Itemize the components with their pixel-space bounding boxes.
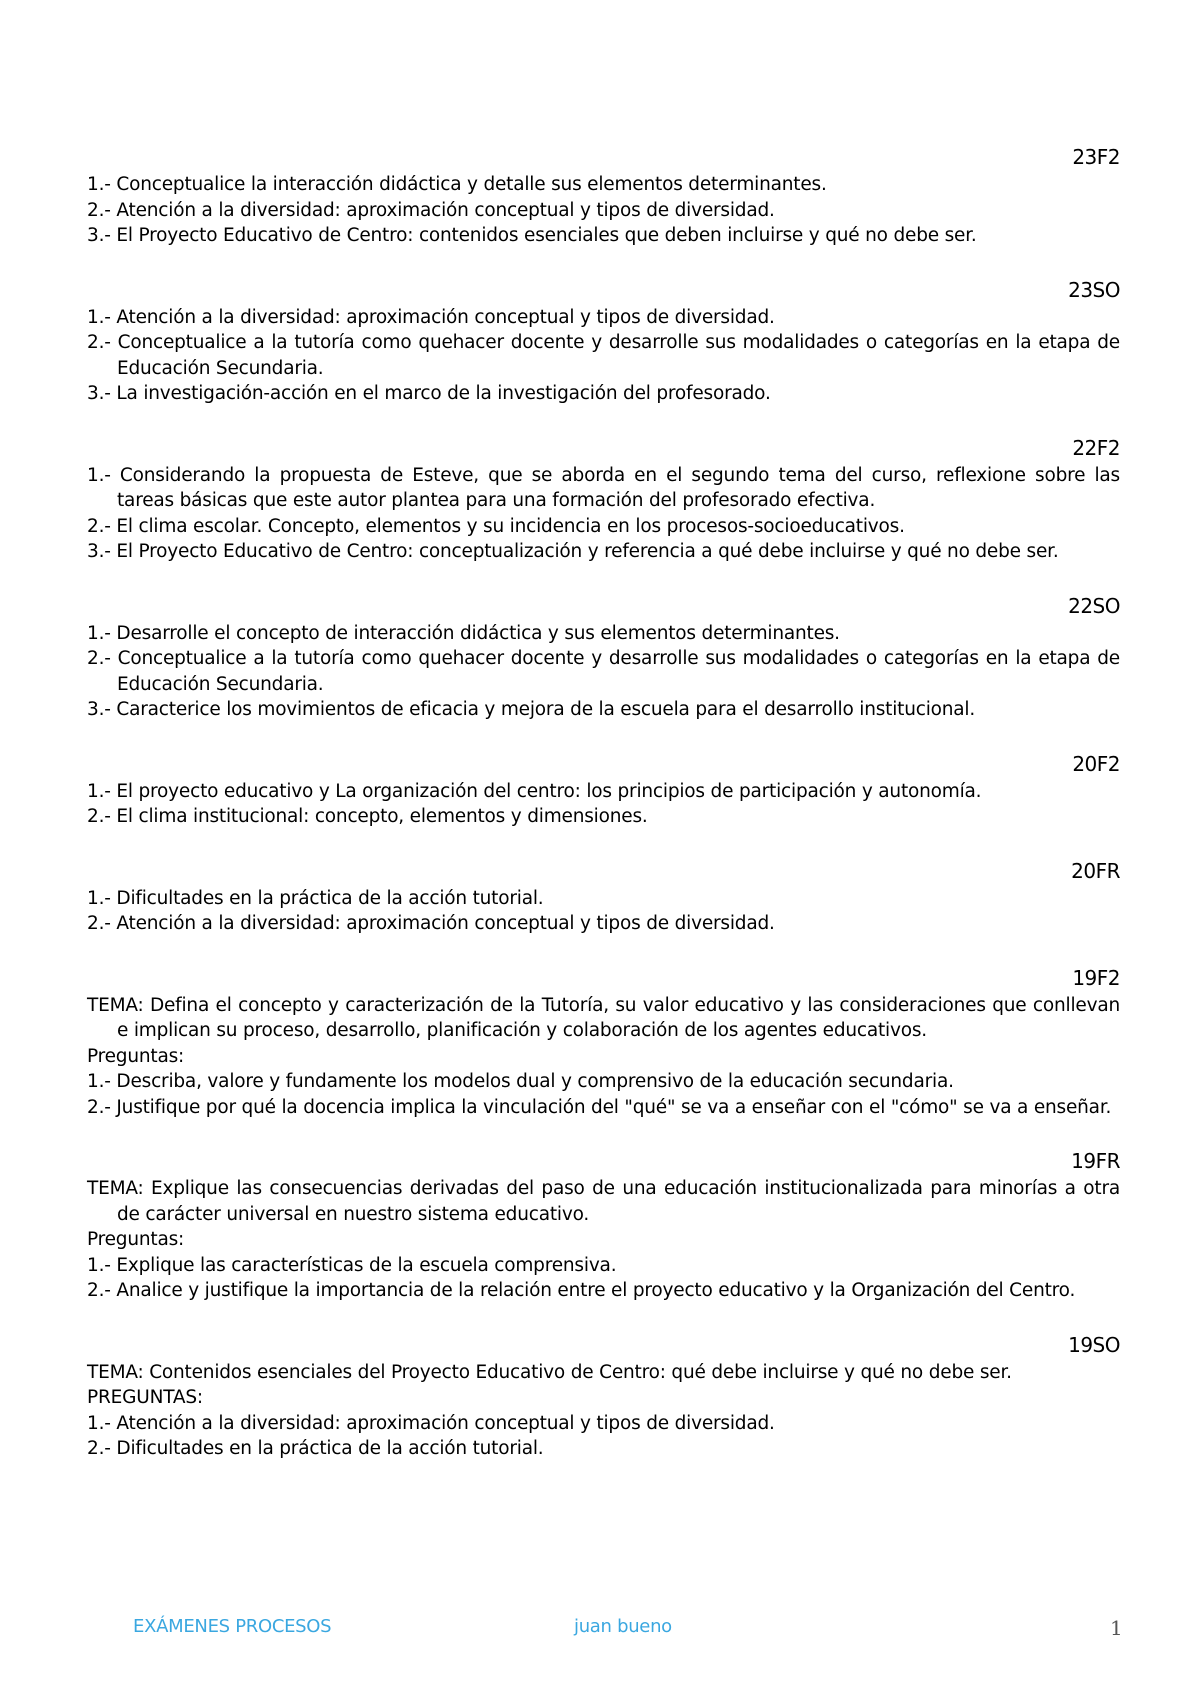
questions-heading: Preguntas:	[87, 1045, 185, 1067]
question-line: 1.- Describa, valore y fundamente los modelos dual y comprensivo de la educación secundaria.	[87, 1071, 954, 1092]
theme-line: TEMA: Explique las consecuencias derivadas del paso de una educación institucionalizada para minorías a otra de carácter universal en nuestro sistema educativo.	[87, 1178, 1120, 1225]
question-line: 2.- Atención a la diversidad: aproximación conceptual y tipos de diversidad.	[87, 199, 775, 221]
theme-line: TEMA: Defina el concepto y caracterización de la Tutoría, su valor educativo y las consideraciones que conllevan e implican su proceso, desarrollo, planificación y colaboración de los agentes educativos.	[87, 994, 1120, 1041]
question-line: 1.- Desarrolle el concepto de interacción didáctica y sus elementos determinantes.	[87, 622, 840, 644]
questions-heading: PREGUNTAS:	[87, 1387, 203, 1408]
question-line: 3.- El Proyecto Educativo de Centro: conceptualización y referencia a qué debe incluirse y qué no debe ser.	[87, 541, 1059, 562]
question-line: 1.- Conceptualice la interacción didáctica y detalle sus elementos determinantes.	[87, 174, 827, 195]
exam-code: 23F2	[1072, 145, 1120, 169]
exam-section-20F2	[87, 749, 1120, 830]
exam-code: 19F2	[1072, 965, 1120, 990]
question-line: 3.- La investigación-acción en el marco de la investigación del profesorado.	[87, 383, 771, 404]
exam-section-19F2	[87, 963, 1120, 1121]
exam-code: 22F2	[1072, 435, 1120, 460]
exam-code: 19SO	[1068, 1332, 1120, 1357]
question-line: 2.- Conceptualice a la tutoría como quehacer docente y desarrolle sus modalidades o categorías en la etapa de Educación Secundaria.	[87, 332, 1120, 379]
exam-code: 20F2	[1072, 751, 1120, 776]
exam-section-23F2	[87, 142, 1120, 249]
question-line: 1.- Atención a la diversidad: aproximación conceptual y tipos de diversidad.	[87, 1412, 775, 1434]
question-line: 1.- El proyecto educativo y La organización del centro: los principios de participación y autonomía.	[87, 780, 982, 802]
exam-section-23SO	[87, 275, 1120, 407]
exam-section-19FR	[87, 1146, 1120, 1304]
exam-code: 19FR	[1071, 1149, 1120, 1173]
question-line: 1.- Considerando la propuesta de Esteve, que se aborda en el segundo tema del curso, reflexione sobre las tareas básicas que este autor plantea para una formación del profesorado efectiva.	[87, 464, 1120, 511]
question-line: 2.- Analice y justifique la importancia de la relación entre el proyecto educativo y la Organización del Centro.	[87, 1280, 1076, 1301]
exam-section-22SO	[87, 591, 1120, 723]
exam-code: 22SO	[1068, 593, 1120, 618]
footer-author: juan bueno	[574, 1616, 672, 1637]
exam-code: 20FR	[1071, 858, 1120, 883]
exam-list	[87, 142, 1120, 1488]
page-number: 1	[1110, 1616, 1123, 1640]
question-line: 2.- El clima institucional: concepto, elementos y dimensiones.	[87, 806, 648, 827]
question-line: 2.- Dificultades en la práctica de la acción tutorial.	[87, 1438, 544, 1459]
theme-line: TEMA: Contenidos esenciales del Proyecto Educativo de Centro: qué debe incluirse y qué no debe ser.	[87, 1361, 1012, 1383]
question-line: 1.- Atención a la diversidad: aproximación conceptual y tipos de diversidad.	[87, 306, 775, 328]
question-line: 3.- El Proyecto Educativo de Centro: contenidos esenciales que deben incluirse y qué no debe ser.	[87, 225, 977, 246]
question-line: 1.- Explique las características de la escuela comprensiva.	[87, 1254, 617, 1276]
question-line: 2.- Atención a la diversidad: aproximación conceptual y tipos de diversidad.	[87, 913, 775, 934]
question-line: 3.- Caracterice los movimientos de eficacia y mejora de la escuela para el desarrollo institucional.	[87, 699, 976, 720]
exam-code: 23SO	[1068, 277, 1120, 302]
question-line: 2.- El clima escolar. Concepto, elementos y su incidencia en los procesos-socioeducativos.	[87, 515, 905, 537]
question-line: 1.- Dificultades en la práctica de la acción tutorial.	[87, 887, 544, 909]
exam-section-22F2	[87, 433, 1120, 565]
exam-section-20FR	[87, 856, 1120, 937]
footer-document-title: EXÁMENES PROCESOS	[133, 1616, 332, 1637]
exam-section-19SO	[87, 1330, 1120, 1462]
questions-heading: Preguntas:	[87, 1229, 185, 1250]
question-line: 2.- Justifique por qué la docencia implica la vinculación del "qué" se va a enseñar con el "cómo" se va a enseñar.	[87, 1096, 1112, 1118]
question-line: 2.- Conceptualice a la tutoría como quehacer docente y desarrolle sus modalidades o categorías en la etapa de Educación Secundaria.	[87, 648, 1120, 695]
